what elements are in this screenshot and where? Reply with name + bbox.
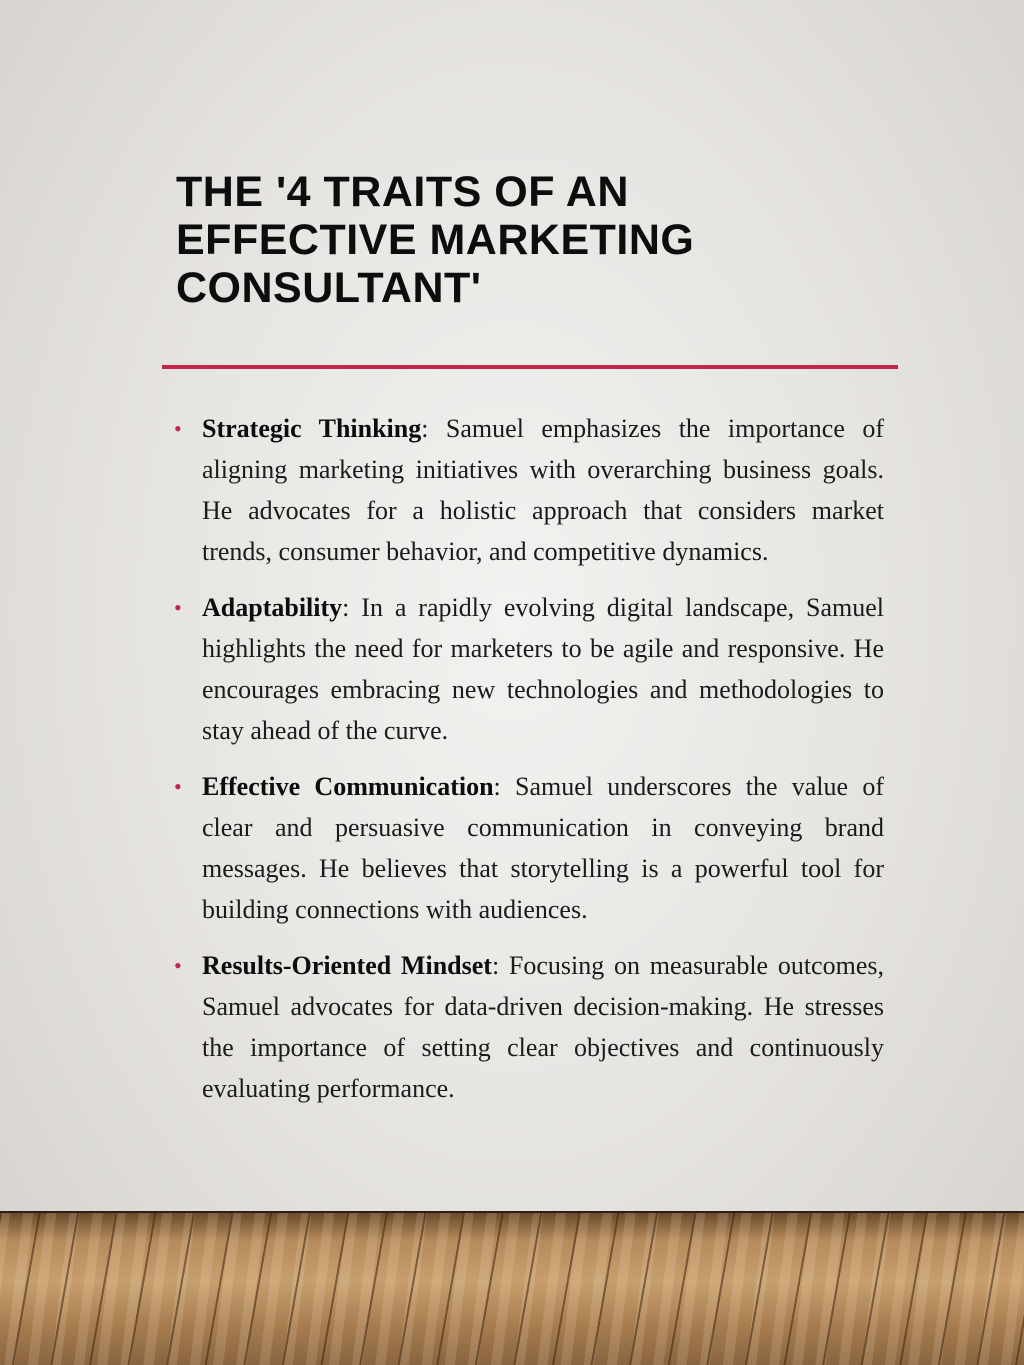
bullet-dot-icon: • [174,595,182,620]
slide-title-line-1: THE '4 TRAITS OF AN [176,168,629,216]
title-divider [162,365,898,369]
trait-term: Strategic Thinking [202,414,422,443]
bullet-dot-icon: • [174,774,182,799]
list-item [172,408,884,572]
trait-term: Adaptability [202,593,343,622]
bullet-dot-icon: • [174,416,182,441]
trait-description: : In a rapidly evolving digital landscape, Samuel highlights the need for marketers to be agile and responsive. He encourages embracing new technologies and methodologies to stay ahead of the curve. [202,593,884,745]
list-item [172,766,884,930]
slide-title [176,168,896,312]
traits-list [172,408,884,1124]
list-item [172,945,884,1109]
trait-term: Effective Communication [202,772,494,801]
trait-description: : Samuel emphasizes the importance of aligning marketing initiatives with overarching business goals. He advocates for a holistic approach that considers market trends, consumer behavior, and competitive dynamics. [202,414,884,566]
trait-term: Results-Oriented Mindset [202,951,492,980]
wood-floor-background [0,1213,1024,1365]
trait-description: : Samuel underscores the value of clear and persuasive communication in conveying brand messages. He believes that storytelling is a powerful tool for building connections with audiences. [202,772,884,924]
list-item [172,587,884,751]
trait-description: : Focusing on measurable outcomes, Samuel advocates for data-driven decision-making. He stresses the importance of setting clear objectives and continuously evaluating performance. [202,951,884,1103]
slide-title-line-2: EFFECTIVE MARKETING [176,216,695,264]
slide-title-line-3: CONSULTANT' [176,264,482,312]
bullet-dot-icon: • [174,953,182,978]
